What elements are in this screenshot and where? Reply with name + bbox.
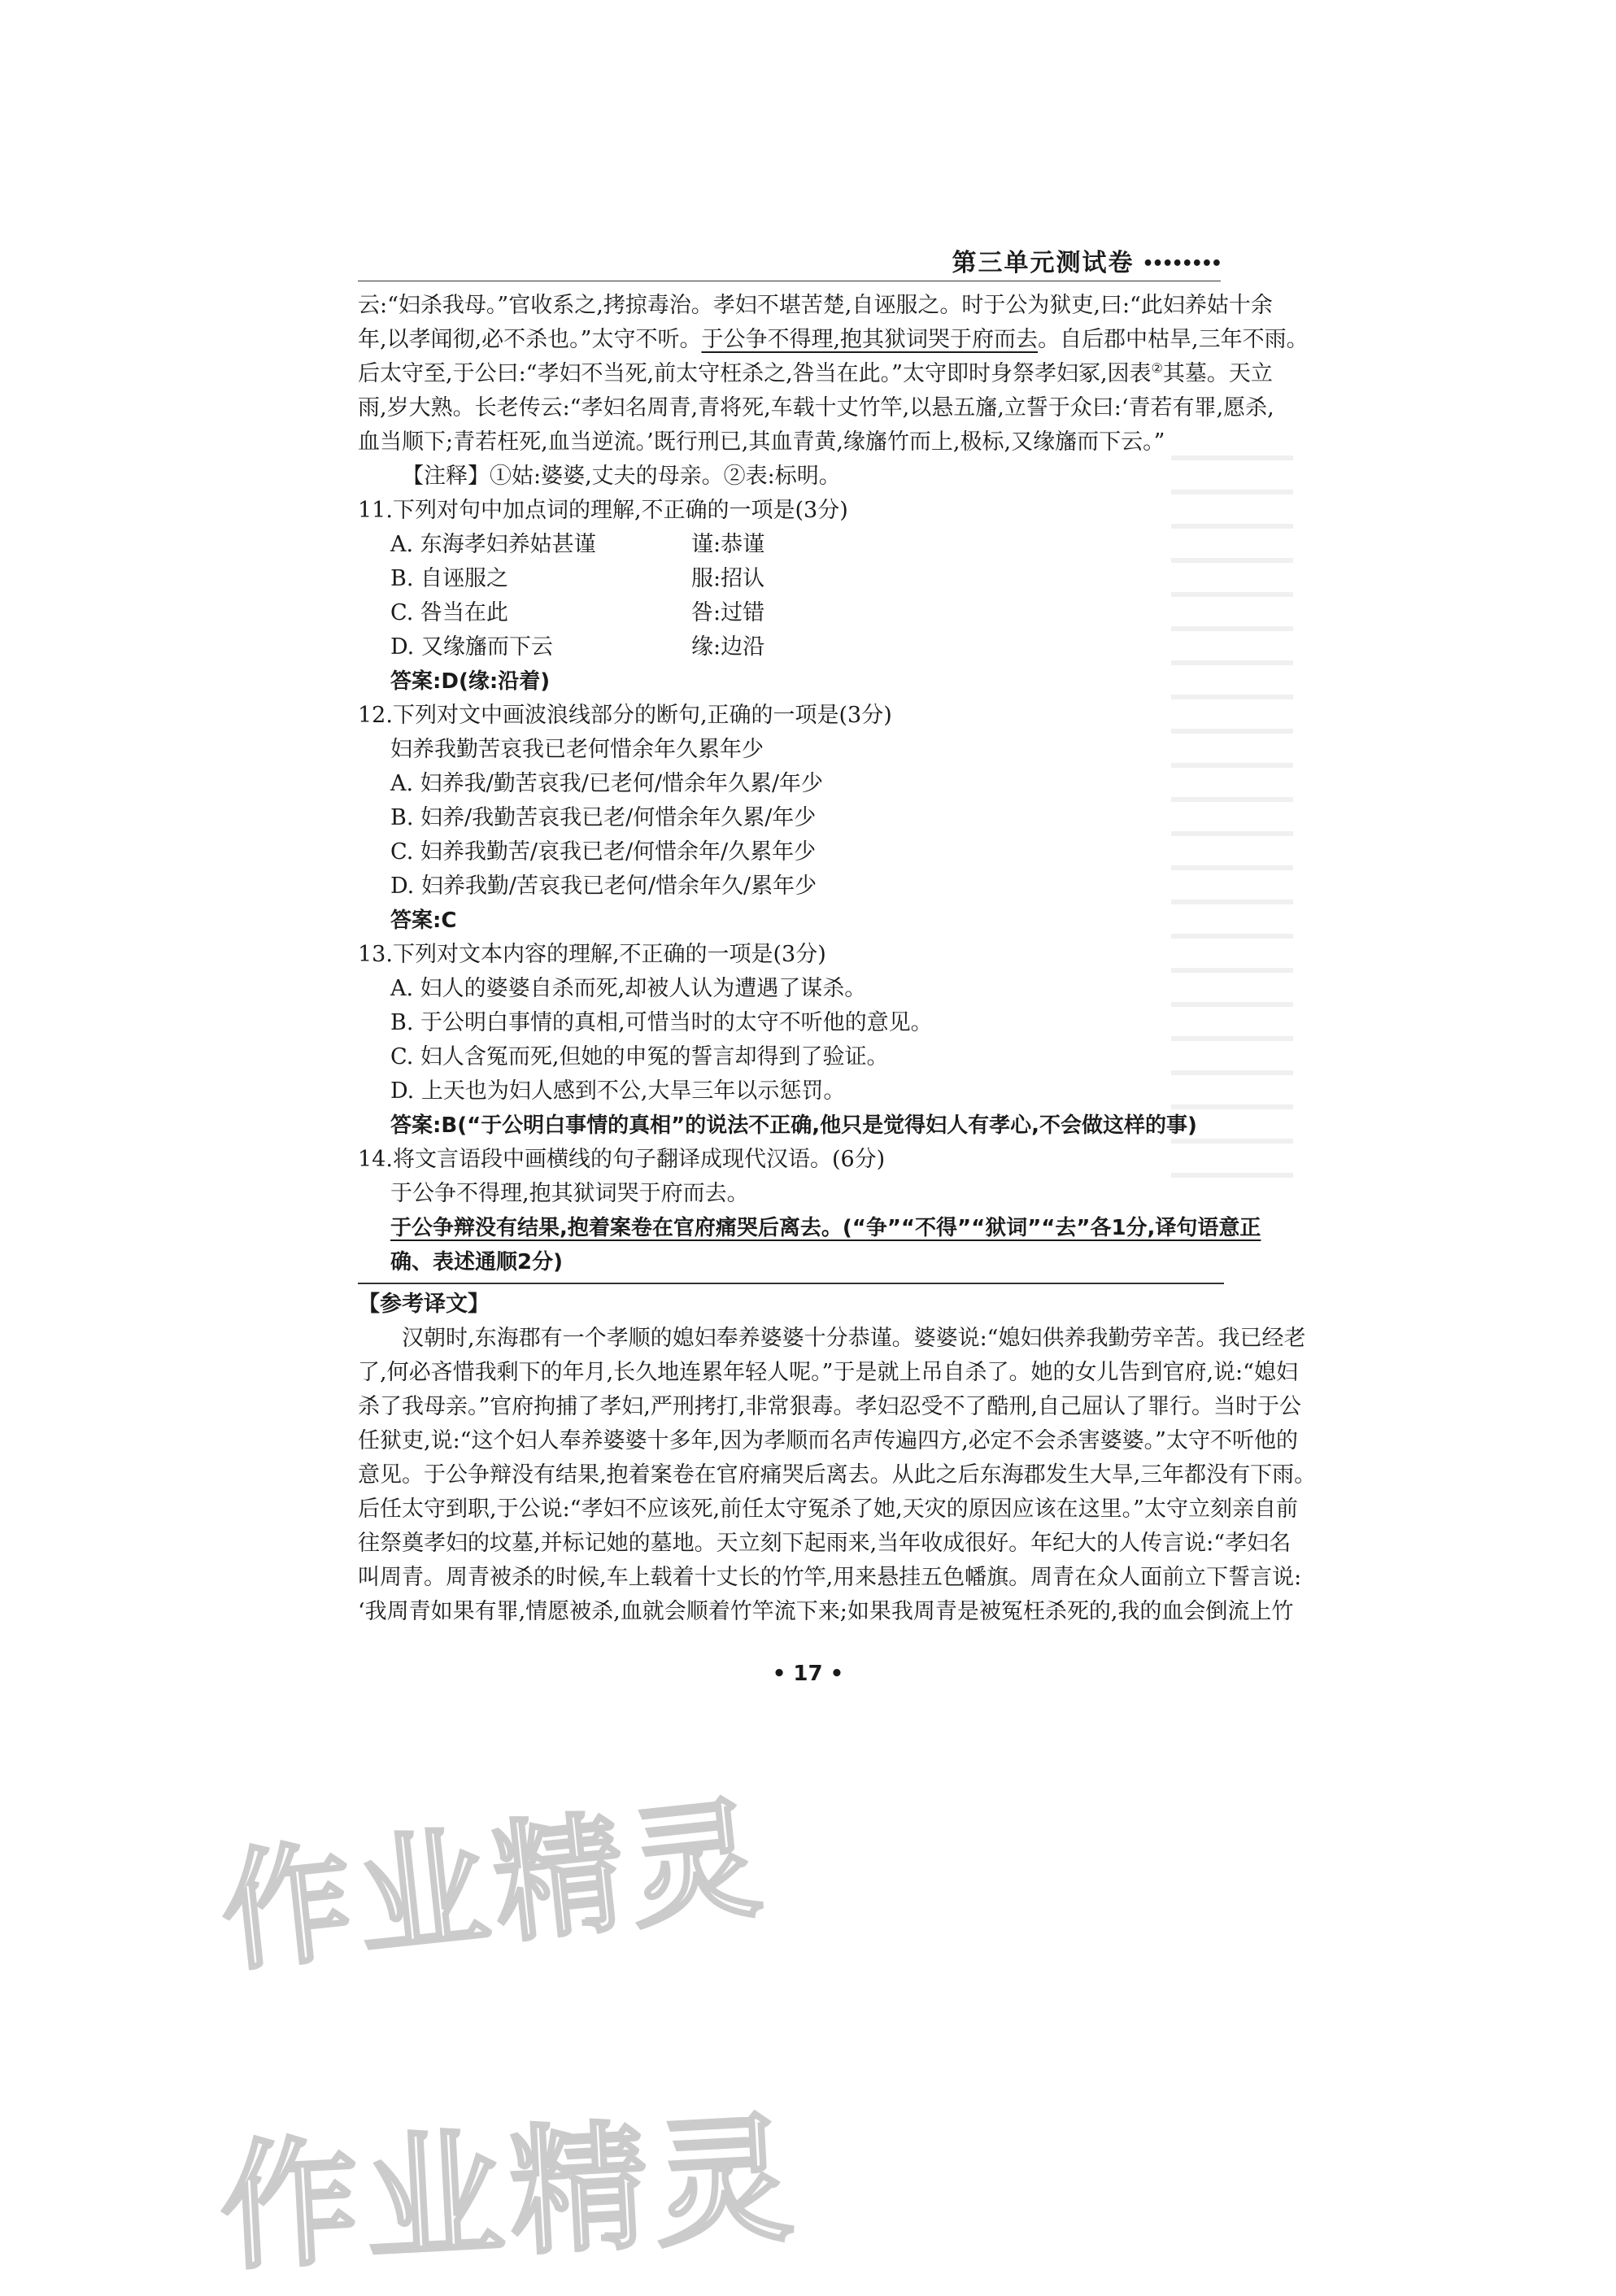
translation-line-5: 意见。于公争辩没有结果,抱着案卷在官府痛哭后离去。从此之后东海郡发生大旱,三年都没有下雨。 xyxy=(358,1462,1317,1488)
translation-line-7: 往祭奠孝妇的坟墓,并标记她的墓地。天立刻下起雨来,当年收成很好。年纪大的人传言说:“孝妇名 xyxy=(358,1531,1291,1556)
question-14-stem: 14.将文言语段中画横线的句子翻译成现代汉语。(6分) xyxy=(358,1147,886,1172)
translation-line-1: 汉朝时,东海郡有一个孝顺的媳妇奉养婆婆十分恭谨。婆婆说:“媳妇供养我勤劳辛苦。我已经老 xyxy=(402,1326,1306,1351)
question-13-option-c: C. 妇人含冤而死,但她的申冤的誓言却得到了验证。 xyxy=(390,1044,889,1070)
watermark-text: 作业精灵 xyxy=(214,1781,774,1990)
content-body xyxy=(358,289,1317,1629)
question-12-stem: 12.下列对文中画波浪线部分的断句,正确的一项是(3分) xyxy=(358,703,892,728)
translation-line-3: 杀了我母亲。”官府拘捕了孝妇,严刑拷打,非常狠毒。孝妇忍受不了酷刑,自己屈认了罪行。当时于公 xyxy=(358,1394,1302,1419)
question-13-stem: 13.下列对文本内容的理解,不正确的一项是(3分) xyxy=(358,942,826,967)
question-12-option-d: D. 妇养我勤/苦哀我已老何/惜余年久/累年少 xyxy=(390,874,817,899)
translation-line-8: 叫周青。周青被杀的时候,车上载着十丈长的竹竿,用来悬挂五色幡旗。周青在众人面前立下誓言说: xyxy=(358,1565,1302,1590)
annotation-note: 【注释】①姑:婆婆,丈夫的母亲。②表:标明。 xyxy=(402,464,841,489)
unit-header xyxy=(952,242,1222,278)
translation-line-2: 了,何必吝惜我剩下的年月,长久地连累年轻人呢。”于是就上吊自杀了。她的女儿告到官府,说:“媳妇 xyxy=(358,1360,1298,1385)
watermark-text-bottom: 作业精灵 xyxy=(216,2098,804,2290)
question-14-sentence: 于公争不得理,抱其狱词哭于府而去。 xyxy=(390,1181,749,1206)
question-14-answer-line-2: 确、表述通顺2分) xyxy=(390,1250,563,1274)
question-12-option-c: C. 妇养我勤苦/哀我已老/何惜余年/久累年少 xyxy=(390,839,817,865)
question-14-answer-line-1: 于公争辩没有结果,抱着案卷在官府痛哭后离去。(“争”“不得”“狱词”“去”各1分,译句语意正 xyxy=(390,1216,1261,1240)
translation-line-6: 后任太守到职,于公说:“孝妇不应该死,前任太守冤杀了她,天灾的原因应该在这里。”太守立刻亲自前 xyxy=(358,1497,1298,1522)
question-12-sentence: 妇养我勤苦哀我已老何惜余年久累年少 xyxy=(390,737,764,762)
passage-line-4: 雨,岁大熟。长老传云:“孝妇名周青,青将死,车载十丈竹竿,以悬五旛,立誓于众曰:‘青若有罪,愿杀, xyxy=(358,395,1274,420)
question-12-answer: 答案:C xyxy=(390,908,457,933)
translation-line-4: 任狱吏,说:“这个妇人奉养婆婆十多年,因为孝顺而名声传遍四方,必定不会杀害婆婆。”太守不听他的 xyxy=(358,1428,1298,1453)
passage-line-2: 年,以孝闻彻,必不杀也。”太守不听。于公争不得理,抱其狱词哭于府而去。自后郡中枯旱,三年不雨。 xyxy=(358,327,1309,352)
question-11-answer: 答案:D(缘:沿着) xyxy=(390,669,551,694)
question-11-option-c: C. 咎当在此 咎:过错 xyxy=(390,600,765,625)
question-11-option-a: A. 东海孝妇养姑甚谨 谨:恭谨 xyxy=(390,532,765,557)
question-12-option-b: B. 妇养/我勤苦哀我已老/何惜余年久累/年少 xyxy=(390,805,817,830)
dots-icon: •••••••• xyxy=(1142,254,1221,274)
question-11-option-d: D. 又缘旛而下云 缘:边沿 xyxy=(390,634,765,660)
passage-line-5: 血当顺下;青若枉死,血当逆流。’既行刑已,其血青黄,缘旛竹而上,极标,又缘旛而下云。” xyxy=(358,429,1165,455)
question-13-option-b: B. 于公明白事情的真相,可惜当时的太守不听他的意见。 xyxy=(390,1010,933,1035)
question-13-option-d: D. 上天也为妇人感到不公,大旱三年以示惩罚。 xyxy=(390,1078,846,1104)
section-divider xyxy=(358,1283,1224,1284)
question-11-stem: 11.下列对句中加点词的理解,不正确的一项是(3分) xyxy=(358,498,848,523)
translation-title: 【参考译文】 xyxy=(358,1292,490,1317)
question-12-option-a: A. 妇养我/勤苦哀我/已老何/惜余年久累/年少 xyxy=(390,771,824,796)
translation-line-9: ‘我周青如果有罪,情愿被杀,血就会顺着竹竿流下来;如果我周青是被冤枉杀死的,我的血会倒流上竹 xyxy=(358,1599,1294,1624)
passage-line-1: 云:“妇杀我母。”官收系之,拷掠毒治。孝妇不堪苦楚,自诬服之。时于公为狱吏,曰:“此妇养姑十余 xyxy=(358,293,1273,318)
question-13-option-a: A. 妇人的婆婆自杀而死,却被人认为遭遇了谋杀。 xyxy=(390,976,867,1001)
note-marker: ② xyxy=(1151,360,1163,376)
question-11-option-b: B. 自诬服之 服:招认 xyxy=(390,566,765,591)
question-13-answer: 答案:B(“于公明白事情的真相”的说法不正确,他只是觉得妇人有孝心,不会做这样的事) xyxy=(390,1113,1197,1138)
passage-line-3: 后太守至,于公曰:“孝妇不当死,前太守枉杀之,咎当在此。”太守即时身祭孝妇冢,因表②其墓。天立 xyxy=(358,360,1273,386)
page-number: • 17 • xyxy=(772,1662,844,1686)
unit-title: 第三单元测试卷 xyxy=(952,249,1135,277)
underlined-sentence: 于公争不得理,抱其狱词哭于府而去 xyxy=(701,327,1039,352)
